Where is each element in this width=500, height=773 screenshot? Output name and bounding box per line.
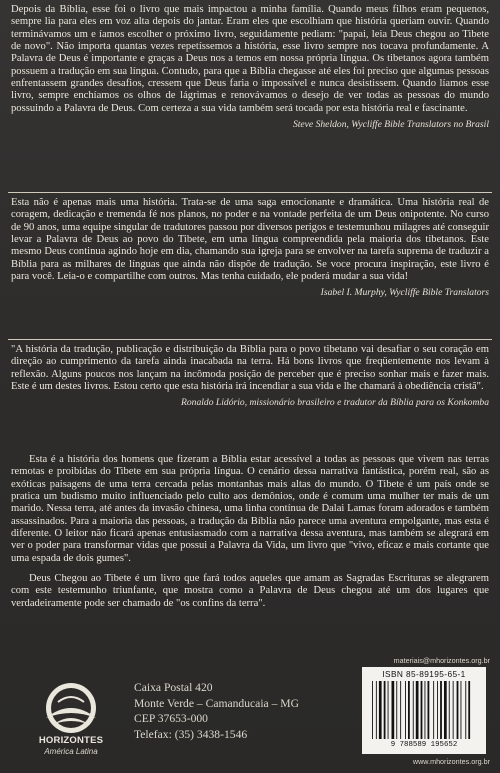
address-line: Caixa Postal 420 xyxy=(134,681,213,694)
isbn-label: ISBN 85-89195-65-1 xyxy=(382,669,466,679)
barcode xyxy=(362,667,486,754)
blurb-attribution: Ronaldo Lidório, missionário brasileiro e tradutor da Bíblia para os Konkomba xyxy=(181,397,489,409)
barcode-digits: 9 788589 195652 xyxy=(390,741,458,749)
blurb-text: Esta não é apenas mais uma história. Trata-se de uma saga emocionante e dramática. Uma história real de coragem, dedicação e tremenda fé nos planos, no poder e na vontade perfeita de um Deus onipotente. No curso de 90 anos, uma equipe singular de tradutores passou por diversos perigos e testemunhou milagres até conseguir levar a Palavra de Deus ao povo do Tibete, em uma língua compreendida pela maioria dos tibetanos. Este mesmo Deus continua agindo hoje em dia, chamando sua igreja para se envolver na tarefa suprema de traduzir a Bíblia para as milhares de línguas que ainda não dispõe de tradução. Se voce procura inspiração, este livro é para você. Leia-o e compartilhe com outros. Mas tenha cuidado, ele poderá mudar a sua vida! xyxy=(11,197,489,283)
publisher-logo xyxy=(28,678,114,768)
synopsis-paragraph: Deus Chegou ao Tibete é um livro que fará todos aqueles que amam as Sagradas Escrituras se alegrarem com este testemunho triunfante, que mostra como a Palavra de Deus chegou até um dos lugares que verdadeiramente pode ser chamado de "os confins da terra". xyxy=(11,573,489,609)
blurb-attribution: Steve Sheldon, Wycliffe Bible Translators no Brasil xyxy=(292,119,489,131)
blurb-text: "A história da tradução, publicação e distribuição da Bíblia para o povo tibetano vai desafiar o seu coração em direção ao cumprimento da tarefa ainda inacabada na terra. Há bons livros que freqüentemente nos levam à reflexão. Alguns poucos nos lançam na incômoda posição de perceber que é preciso sonhar mais e fazer mais. Este é um destes livros. Estou certo que esta história irá incendiar a sua vida e lhe chamará à obediência cristã". xyxy=(11,344,489,393)
barcode-area xyxy=(358,656,490,768)
publisher-logo-name: HORIZONTES xyxy=(38,735,104,746)
synopsis-paragraph: Esta é a história dos homens que fizeram a Bíblia estar acessível a todas as pessoas que vivem nas terras remotas e proibidas do Tibete em sua própria língua. O cenário dessa narrativa fantástica, porém real, são as exóticas paisagens de uma terra cercada pelas montanhas mais altas do mundo. O Tibete é um país onde se pratica um budismo muito influenciado pelo culto aos demônios, onde é comum uma mulher ter mais de um marido. Nessa terra, até antes da invasão chinesa, uma linha contínua de Dalai Lamas foram adorados e também assassinados. Para a maioria das pessoas, a tradução da Bíblia não parece uma aventura empolgante, mas esta é diferente. O leitor não ficará apenas entusiasmado com a narrativa dessa aventura, mas também se alegrará em ver o poder para transformar vidas que possui a Palavra da Vida, um livro que "vivo, eficaz e mais cortante que uma espada de dois gumes". xyxy=(11,454,489,564)
address-line: CEP 37653-000 xyxy=(134,712,208,726)
publisher-email: materiais@mhorizontes.org.br xyxy=(393,656,490,665)
publisher-logo-subtitle: América Latina xyxy=(44,747,98,756)
blurb-murphy xyxy=(11,197,489,299)
blurb-sheldon xyxy=(11,4,489,131)
blurb-attribution: Isabel I. Murphy, Wycliffe Bible Translators xyxy=(320,287,489,299)
divider xyxy=(8,339,492,340)
divider xyxy=(8,192,492,193)
publisher-website: www.mhorizontes.org.br xyxy=(412,757,490,766)
address-line: Monte Verde – Camanducaia – MG xyxy=(134,696,299,710)
publisher-address xyxy=(134,680,374,742)
address-line: Telefax: (35) 3438-1546 xyxy=(134,727,248,741)
synopsis xyxy=(11,454,489,610)
blurb-lidorio xyxy=(11,344,489,409)
blurb-text: Depois da Bíblia, esse foi o livro que mais impactou a minha família. Quando meus filhos eram pequenos, sempre lia para eles em voz alta depois do jantar. Eram eles que escolhiam que história queriam ouvir. Quando terminávamos um e íamos escolher o próximo livro, seguidamente pediam: "papai, leia Deus chegou ao Tibete de novo". Não importa quantas vezes repetíssemos a história, esse livro sempre nos tocava profundamente. A Palavra de Deus é importante e graças a Deus nos a temos em nossa própria língua. Os tibetanos agora também possuem a tradução em sua língua. Contudo, para que a Bíblia chegasse até eles foi preciso que algumas pessoas enfrentassem grandes desafios, cressem que Deus faria o impossível e nunca desistissem. Quando líamos esse livro, sempre enchíamos os olhos de lágrimas e renovávamos o desejo de ver todas as pessoas do mundo possuindo a Palavra de Deus. Com certeza a sua vida também será tocada por esta história real e fascinante. xyxy=(11,4,489,114)
horizontes-logo-icon xyxy=(28,678,114,736)
